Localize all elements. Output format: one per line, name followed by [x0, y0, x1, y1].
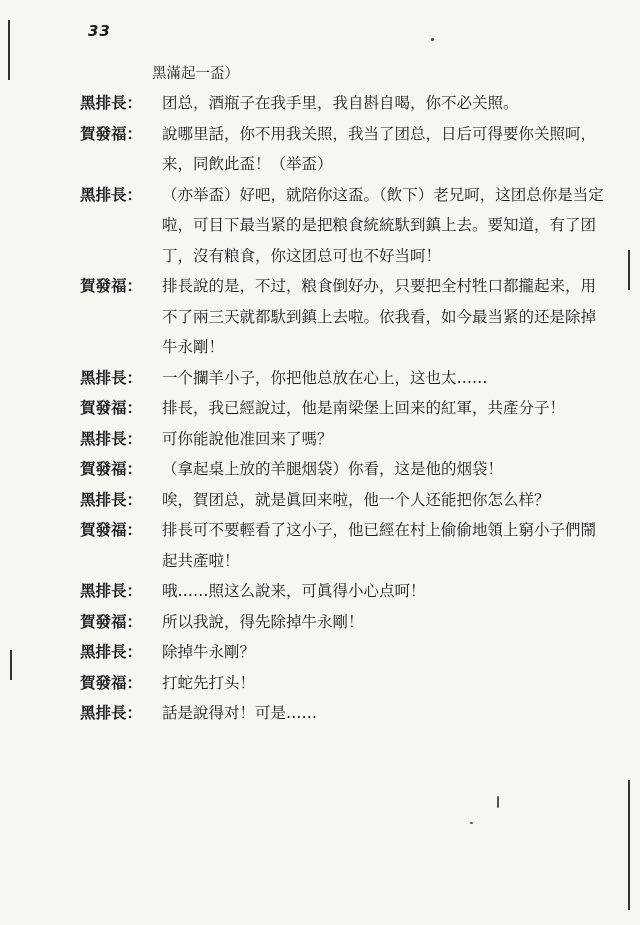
dialogue-text: 可你能說他准回来了嗎？ — [162, 429, 333, 448]
dialogue-line — [80, 576, 610, 607]
dialogue-text: 唉，賀团总，就是眞回来啦，他一个人还能把你怎么样？ — [162, 490, 550, 509]
dialogue-text: 說哪里話，你不用我关照，我当了团总，日后可得要你关照呵，来，同飲此盃！（举盃） — [162, 124, 597, 173]
dialogue-line — [80, 607, 610, 638]
dialogue-text: （亦举盃）好吧，就陪你这盃。（飲下）老兄呵，这团总你是当定啦，可目下最当紧的是把粮食統統馱到鎮上去。要知道，有了团丁，沒有粮食，你这团总可也不好当呵！ — [162, 185, 604, 265]
dialogue-line — [80, 485, 610, 516]
dialogue-line — [80, 698, 610, 729]
dialogue-line — [80, 454, 610, 485]
dialogue-text: 所以我說，得先除掉牛永剛！ — [162, 612, 364, 631]
dialogue-text: 排長，我已經說过，他是南梁堡上回来的紅軍，共產分子！ — [162, 399, 566, 417]
dialogue-line — [80, 180, 610, 272]
speaker-name: 黑排長： — [80, 581, 143, 600]
dialogue-line — [80, 637, 610, 668]
binding-edge-mark — [8, 20, 10, 80]
dialogue-text: （拿起桌上放的羊腿烟袋）你看，这是他的烟袋！ — [162, 460, 504, 478]
dialogue-text: 一个攔羊小子，你把他总放在心上，这也太…… — [162, 368, 488, 387]
speaker-name: 黑排長： — [80, 703, 143, 722]
speaker-name: 賀發福： — [80, 398, 143, 417]
speaker-name: 賀發福： — [80, 520, 143, 539]
dialogue-line — [80, 363, 610, 394]
stage-direction-continuation: 黑滿起一盃） — [152, 66, 239, 82]
print-speck — [470, 822, 473, 824]
dialogue-text: 排長可不要輕看了这小子，他已經在村上偷偷地領上窮小子們鬧起共產啦！ — [162, 521, 597, 570]
speaker-name: 黑排長： — [80, 428, 143, 448]
page-number: 33 — [88, 22, 111, 40]
dialogue-line — [80, 88, 610, 119]
speaker-name: 賀發福： — [80, 611, 143, 631]
binding-edge-mark — [628, 780, 630, 910]
speaker-name: 賀發福： — [80, 276, 143, 295]
dialogue-line — [80, 393, 610, 424]
speaker-name: 黑排長： — [80, 367, 143, 387]
dialogue-text: 除掉牛永剛？ — [162, 643, 256, 661]
dialogue-line — [80, 515, 610, 576]
speaker-name: 黑排長： — [80, 642, 143, 661]
speaker-name: 黑排長： — [80, 184, 143, 204]
dialogue-line — [80, 271, 610, 363]
binding-edge-mark — [10, 650, 12, 680]
dialogue-text: 哦……照这么說来，可眞得小心点呵！ — [162, 582, 426, 600]
binding-edge-mark — [628, 250, 630, 290]
print-speck — [497, 796, 499, 808]
speaker-name: 賀發福： — [80, 123, 143, 143]
print-speck — [431, 38, 434, 41]
dialogue-block — [80, 88, 610, 729]
speaker-name: 賀發福： — [80, 459, 143, 478]
dialogue-line — [80, 424, 610, 455]
dialogue-text: 打蛇先打头！ — [162, 673, 256, 692]
speaker-name: 黑排長： — [80, 93, 143, 112]
speaker-name: 黑排長： — [80, 489, 143, 509]
speaker-name: 賀發福： — [80, 672, 143, 692]
dialogue-line — [80, 668, 610, 699]
dialogue-line — [80, 119, 610, 180]
dialogue-text: 話是說得对！可是…… — [162, 704, 318, 722]
dialogue-text: 排長說的是，不过，粮食倒好办，只要把全村牲口都攏起来，用不了兩三天就都馱到鎮上去啦。依我看，如今最当紧的还是除掉牛永剛！ — [162, 277, 597, 356]
dialogue-text: 团总，酒瓶子在我手里，我自斟自喝，你不必关照。 — [162, 94, 519, 112]
